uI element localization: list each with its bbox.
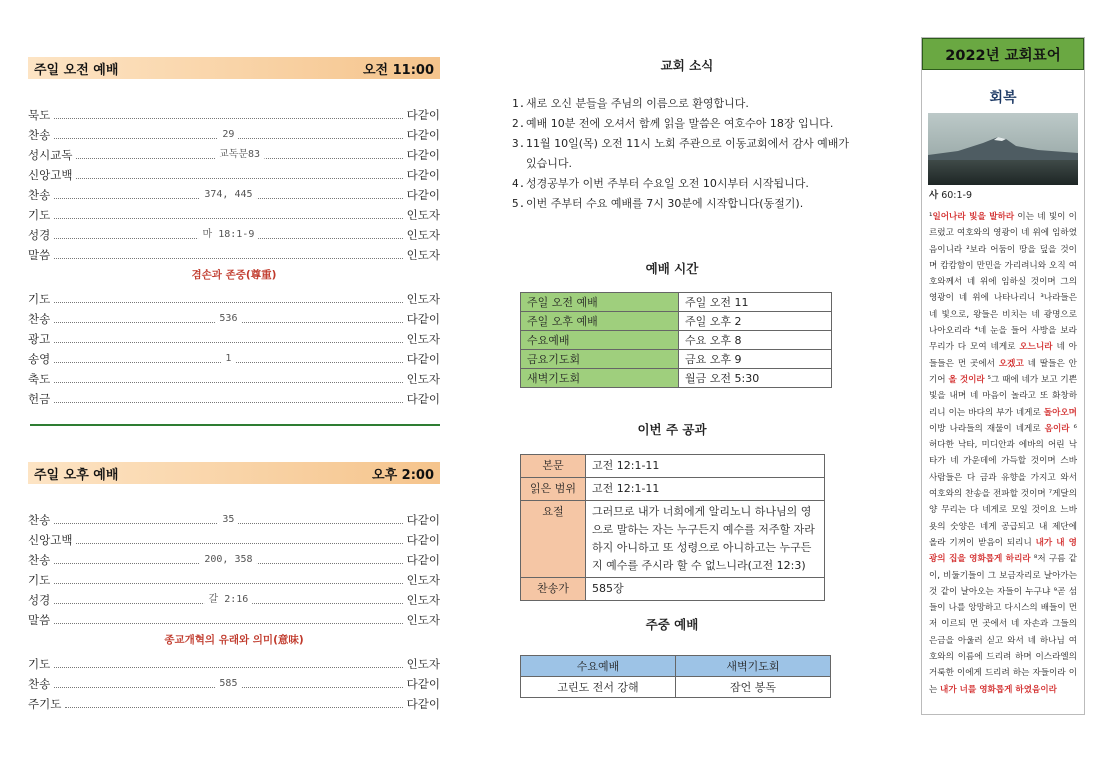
order-label: 성경 bbox=[28, 593, 51, 607]
lesson-value: 그러므로 내가 너희에게 알리노니 하나님의 영으로 말하는 자는 누구든지 예수를 저주할 자라 하지 아니하고 또 성령으로 아니하고는 누구든지 예수를 주시라 할 수 없느니라(고전 12:3) bbox=[586, 501, 825, 578]
lesson-value: 585장 bbox=[586, 578, 825, 601]
order-detail: 35 bbox=[218, 514, 238, 525]
service-row bbox=[521, 350, 832, 369]
order-row bbox=[28, 568, 440, 588]
news-text: 새로 오신 분들을 주님의 이름으로 환영합니다. bbox=[526, 97, 749, 110]
dot-leader bbox=[54, 594, 402, 605]
order-row bbox=[28, 163, 440, 183]
service-name: 주일 오전 예배 bbox=[521, 293, 679, 312]
dot-leader bbox=[54, 623, 402, 624]
sermon-title: 종교개혁의 유래와 의미(意味) bbox=[164, 634, 304, 646]
service-row bbox=[521, 293, 832, 312]
morning-service-header bbox=[28, 57, 440, 79]
order-detail: 536 bbox=[215, 313, 241, 324]
order-row bbox=[28, 347, 440, 367]
verse-segment: 네 딸들은 안기어 bbox=[929, 358, 1077, 385]
order-leader: 인도자 bbox=[406, 292, 440, 306]
order-label: 말씀 bbox=[28, 613, 51, 627]
order-label: 성경 bbox=[28, 228, 51, 242]
order-leader: 다같이 bbox=[406, 352, 440, 366]
order-label: 찬송 bbox=[28, 312, 51, 326]
verse-segment: ⁵그 때에 네가 보고 기쁜 빛을 내며 네 마음이 놀라고 또 화창하리니 이는 바다의 부가 네게로 bbox=[929, 374, 1077, 418]
service-time: 주일 오후 2 bbox=[679, 312, 832, 331]
news-number: 3. bbox=[512, 137, 526, 150]
order-label: 찬송 bbox=[28, 513, 51, 527]
order-row bbox=[28, 387, 440, 407]
order-row bbox=[28, 287, 440, 307]
order-label: 송영 bbox=[28, 352, 51, 366]
mountain-image bbox=[928, 113, 1078, 185]
verse-segment: ⁶허다한 낙타, 미디안과 에바의 어린 낙타가 네 가운데에 가득할 것이며 스바 사람들은 다 금과 유향을 가지고 와서 여호와의 찬송을 전파할 것이며 ⁷게달의 양 무리는 다 네게로 모일 것이요 느바욧의 숫양은 네게 공급되고 내 제단에 올라 기꺼이 받음이 되리니 bbox=[929, 423, 1077, 548]
lesson-row bbox=[521, 455, 825, 478]
weekday-services-table bbox=[520, 655, 831, 698]
news-text: 성경공부가 이번 주부터 수요일 오전 10시부터 시작됩니다. bbox=[526, 177, 809, 190]
dot-leader bbox=[54, 554, 402, 565]
service-time: 금요 오후 9 bbox=[679, 350, 832, 369]
order-label: 기도 bbox=[28, 573, 51, 587]
news-number: 2. bbox=[512, 117, 526, 130]
header-cell: 새벽기도회 bbox=[676, 656, 831, 677]
lesson-value: 고전 12:1-11 bbox=[586, 455, 825, 478]
order-row bbox=[28, 123, 440, 143]
motto-banner: 2022년 교회표어 bbox=[922, 38, 1084, 70]
order-leader: 인도자 bbox=[406, 372, 440, 386]
verse-highlight: 일어나라 빛을 발하라 bbox=[932, 212, 1015, 222]
order-row bbox=[28, 223, 440, 243]
order-leader: 다같이 bbox=[406, 513, 440, 527]
value-cell: 잠언 봉독 bbox=[676, 677, 831, 698]
order-label: 찬송 bbox=[28, 677, 51, 691]
order-label: 기도 bbox=[28, 208, 51, 222]
morning-service bbox=[28, 57, 440, 407]
order-row bbox=[28, 672, 440, 692]
order-leader: 다같이 bbox=[406, 553, 440, 567]
order-label: 찬송 bbox=[28, 128, 51, 142]
order-detail: 585 bbox=[215, 678, 241, 689]
dot-leader bbox=[54, 583, 402, 584]
ref-book: 사 bbox=[929, 190, 939, 201]
news-number: 1. bbox=[512, 97, 526, 110]
order-leader: 인도자 bbox=[406, 593, 440, 607]
dot-leader bbox=[76, 543, 402, 544]
lesson-row bbox=[521, 578, 825, 601]
order-list bbox=[28, 103, 440, 263]
verse-reference bbox=[929, 187, 1077, 201]
order-row bbox=[28, 692, 440, 712]
service-times-title: 예배 시간 bbox=[645, 261, 699, 276]
dot-leader bbox=[54, 678, 402, 689]
verse-highlight: 올 것이라 bbox=[948, 374, 985, 385]
order-row bbox=[28, 103, 440, 123]
dot-leader bbox=[54, 229, 402, 240]
verse-text bbox=[929, 209, 1077, 698]
dot-leader bbox=[54, 342, 402, 343]
order-label: 성시교독 bbox=[28, 148, 73, 162]
order-list bbox=[28, 287, 440, 407]
order-row bbox=[28, 243, 440, 263]
order-leader: 인도자 bbox=[406, 657, 440, 671]
order-label: 신앙고백 bbox=[28, 533, 73, 547]
order-label: 신앙고백 bbox=[28, 168, 73, 182]
order-leader: 다같이 bbox=[406, 168, 440, 182]
middle-column bbox=[512, 52, 862, 698]
service-times-table bbox=[520, 292, 832, 388]
afternoon-service bbox=[28, 462, 440, 712]
dot-leader bbox=[54, 667, 402, 668]
lesson-title: 이번 주 공과 bbox=[637, 422, 707, 437]
order-row bbox=[28, 183, 440, 203]
order-row bbox=[28, 528, 440, 548]
verse-highlight: 오겠고 bbox=[998, 358, 1024, 369]
lesson-table bbox=[520, 454, 825, 601]
ref-range: 60:1-9 bbox=[941, 190, 973, 201]
lesson-key: 읽은 범위 bbox=[521, 478, 586, 501]
verse-highlight: 옴이라 bbox=[1044, 423, 1070, 434]
news-list bbox=[512, 94, 862, 214]
order-detail: 200, 358 bbox=[200, 554, 256, 565]
lesson-row bbox=[521, 478, 825, 501]
service-row bbox=[521, 331, 832, 350]
service-time: 월금 오전 5:30 bbox=[679, 369, 832, 388]
order-leader: 인도자 bbox=[406, 573, 440, 587]
lesson-key: 본문 bbox=[521, 455, 586, 478]
order-leader: 다같이 bbox=[406, 188, 440, 202]
order-row bbox=[28, 508, 440, 528]
order-detail: 교독문83 bbox=[215, 145, 264, 160]
verse-segment: ¹ bbox=[929, 212, 933, 222]
verse-segment: 이방 나라들의 재물이 네게로 bbox=[929, 423, 1045, 434]
dot-leader bbox=[65, 707, 402, 708]
order-list bbox=[28, 508, 440, 628]
order-detail: 374, 445 bbox=[200, 189, 256, 200]
order-label: 주기도 bbox=[28, 697, 62, 711]
dot-leader bbox=[54, 258, 402, 259]
verse-segment: 이는 네 빛이 이르렀고 여호와의 영광이 네 위에 임하였음이니라 ²보라 어둠이 땅을 덮을 것이며 캄캄함이 만민을 가리려니와 오직 여호와께서 네 위에 임하실 것이며 그의 영광이 네 위에 나타나리니 ³나라들은 네 빛으로, 왕들은 비치는 네 광명으로 나아오리라 ⁴네 눈을 들어 사방을 보라 무리가 다 모여 네게로 bbox=[929, 212, 1077, 353]
joint-title: 주중 예배 bbox=[645, 617, 699, 632]
dot-leader bbox=[76, 178, 402, 179]
order-row bbox=[28, 608, 440, 628]
news-item bbox=[512, 94, 862, 114]
order-detail: 29 bbox=[218, 129, 238, 140]
news-number: 4. bbox=[512, 177, 526, 190]
order-detail: 갈 2:16 bbox=[205, 590, 253, 605]
order-row bbox=[28, 367, 440, 387]
order-detail: 마 18:1-9 bbox=[199, 225, 259, 240]
news-title: 교회 소식 bbox=[660, 58, 714, 73]
order-label: 기도 bbox=[28, 292, 51, 306]
order-leader: 인도자 bbox=[406, 613, 440, 627]
order-leader: 다같이 bbox=[406, 677, 440, 691]
order-row bbox=[28, 307, 440, 327]
dot-leader bbox=[54, 129, 402, 140]
divider bbox=[30, 424, 440, 426]
order-label: 기도 bbox=[28, 657, 51, 671]
news-item bbox=[512, 174, 862, 194]
lesson-row bbox=[521, 501, 825, 578]
news-item bbox=[512, 134, 862, 174]
order-leader: 인도자 bbox=[406, 248, 440, 262]
dot-leader bbox=[54, 313, 402, 324]
news-number: 5. bbox=[512, 197, 526, 210]
dot-leader bbox=[54, 118, 402, 119]
section-time: 오전 11:00 bbox=[362, 62, 434, 78]
news-item bbox=[512, 194, 862, 214]
lesson-value: 고전 12:1-11 bbox=[586, 478, 825, 501]
order-label: 축도 bbox=[28, 372, 51, 386]
lesson-key: 요절 bbox=[521, 501, 586, 578]
dot-leader bbox=[54, 514, 402, 525]
order-leader: 인도자 bbox=[406, 332, 440, 346]
verse-highlight: 내가 너를 영화롭게 하였음이라 bbox=[940, 684, 1057, 695]
service-time: 주일 오전 11 bbox=[679, 293, 832, 312]
dot-leader bbox=[54, 218, 402, 219]
service-time: 수요 오후 8 bbox=[679, 331, 832, 350]
order-row bbox=[28, 652, 440, 672]
service-name: 금요기도회 bbox=[521, 350, 679, 369]
order-detail: 1 bbox=[221, 353, 235, 364]
dot-leader bbox=[54, 189, 402, 200]
verse-highlight: 돌아오며 bbox=[1043, 407, 1077, 418]
section-title: 주일 오전 예배 bbox=[34, 62, 119, 78]
dot-leader bbox=[54, 382, 402, 383]
order-row bbox=[28, 203, 440, 223]
news-item bbox=[512, 114, 862, 134]
order-leader: 인도자 bbox=[406, 208, 440, 222]
order-leader: 다같이 bbox=[406, 533, 440, 547]
service-row bbox=[521, 369, 832, 388]
motto-panel bbox=[921, 37, 1085, 715]
order-list bbox=[28, 652, 440, 712]
verse-segment: 네 아들들은 먼 곳에서 bbox=[929, 342, 1077, 369]
verse-highlight: 내가 내 영광의 집을 영화롭게 하리라 bbox=[929, 537, 1077, 565]
news-text: 예배 10분 전에 오셔서 함께 읽을 말씀은 여호수아 18장 입니다. bbox=[526, 117, 834, 130]
header-cell: 수요예배 bbox=[521, 656, 676, 677]
order-leader: 다같이 bbox=[406, 312, 440, 326]
order-label: 묵도 bbox=[28, 108, 51, 122]
service-name: 수요예배 bbox=[521, 331, 679, 350]
order-label: 광고 bbox=[28, 332, 51, 346]
order-leader: 다같이 bbox=[406, 392, 440, 406]
order-leader: 다같이 bbox=[406, 697, 440, 711]
order-label: 헌금 bbox=[28, 392, 51, 406]
motto-theme: 회복 bbox=[989, 90, 1017, 106]
afternoon-service-header bbox=[28, 462, 440, 484]
section-time: 오후 2:00 bbox=[372, 467, 434, 483]
dot-leader bbox=[76, 149, 402, 160]
service-name: 주일 오후 예배 bbox=[521, 312, 679, 331]
order-row bbox=[28, 327, 440, 347]
order-leader: 인도자 bbox=[406, 228, 440, 242]
verse-segment: ⁸저 구름 같이, 비둘기들이 그 보금자리로 날아가는 것 같이 날아오는 자들이 누구냐 ⁹곧 섬들이 나를 앙망하고 다시스의 배들이 먼저 이르되 먼 곳에서 네 자손과 그들의 은금을 아울러 싣고 와서 네 하나님 여호와의 이름에 드리려 하며 이스라엘의 거룩한 이에게 드리려 하는 자들이라 이는 bbox=[929, 554, 1077, 695]
sermon-title: 겸손과 존중(尊重) bbox=[191, 269, 277, 281]
news-text: 11월 10일(목) 오전 11시 노회 주관으로 이동교회에서 감사 예배가 있습니다. bbox=[526, 137, 849, 170]
service-name: 새벽기도회 bbox=[521, 369, 679, 388]
order-leader: 다같이 bbox=[406, 108, 440, 122]
dot-leader bbox=[54, 353, 402, 364]
lesson-key: 찬송가 bbox=[521, 578, 586, 601]
mountain-illustration bbox=[928, 113, 1078, 185]
dot-leader bbox=[54, 402, 402, 403]
verse-highlight: 오느니라 bbox=[1019, 342, 1053, 353]
order-leader: 다같이 bbox=[406, 128, 440, 142]
news-text: 이번 주부터 수요 예배를 7시 30분에 시작합니다(동절기). bbox=[526, 197, 804, 210]
order-label: 말씀 bbox=[28, 248, 51, 262]
dot-leader bbox=[54, 302, 402, 303]
order-leader: 다같이 bbox=[406, 148, 440, 162]
service-row bbox=[521, 312, 832, 331]
order-row bbox=[28, 548, 440, 568]
order-row bbox=[28, 143, 440, 163]
value-cell: 고린도 전서 강해 bbox=[521, 677, 676, 698]
order-row bbox=[28, 588, 440, 608]
section-title: 주일 오후 예배 bbox=[34, 467, 119, 483]
order-label: 찬송 bbox=[28, 553, 51, 567]
order-label: 찬송 bbox=[28, 188, 51, 202]
